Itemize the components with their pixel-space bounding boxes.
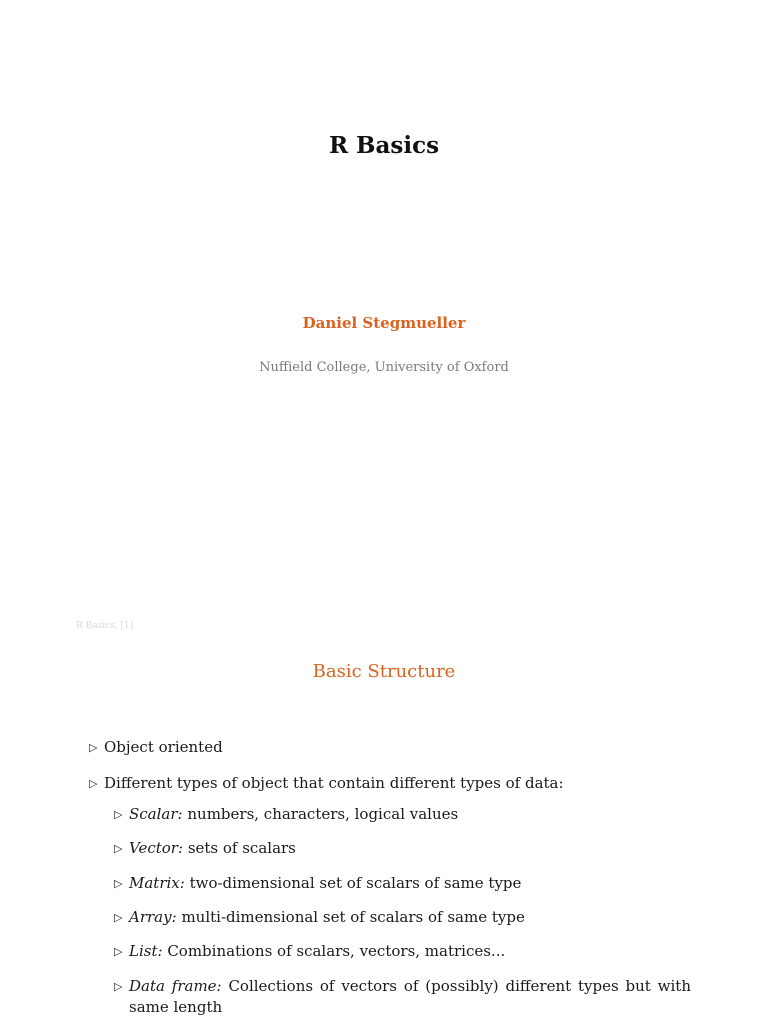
slide-footer: R Basics, [1] (76, 621, 134, 631)
slide-title: R Basics (328, 132, 440, 159)
list-item-text: Object oriented (104, 738, 223, 756)
triangle-right-outline-icon: ▷ (114, 877, 123, 890)
sub-list-item-text (129, 941, 691, 962)
item-description: two-dimensional set of scalars of same type (189, 874, 522, 892)
sub-list-item-text (129, 838, 691, 859)
item-term: List: (129, 942, 163, 960)
sub-list-item-text (129, 976, 691, 1018)
sub-list-item (114, 907, 691, 928)
triangle-right-outline-icon: ▷ (89, 777, 98, 790)
sub-list-item-text (129, 804, 691, 825)
list-item-text: Different types of object that contain different types of data: (104, 774, 564, 792)
item-term: Data frame: (129, 977, 222, 995)
item-term: Matrix: (129, 874, 185, 892)
item-description: Collections of vectors of (possibly) different types but with same length (129, 977, 691, 1016)
sub-list-item (114, 873, 691, 894)
item-description: Combinations of scalars, vectors, matrices... (167, 942, 506, 960)
item-description: numbers, characters, logical values (187, 805, 459, 823)
sub-list-item-text (129, 873, 691, 894)
triangle-right-outline-icon: ▷ (114, 808, 123, 821)
triangle-right-outline-icon: ▷ (114, 842, 123, 855)
author-affiliation: Nuffield College, University of Oxford (259, 360, 509, 375)
triangle-right-outline-icon: ▷ (114, 911, 123, 924)
author-name: Daniel Stegmueller (302, 314, 466, 332)
section-title: Basic Structure (312, 661, 456, 682)
sub-list-item-text (129, 907, 691, 928)
item-description: multi-dimensional set of scalars of same type (181, 908, 525, 926)
sub-list-item (114, 941, 691, 962)
item-term: Vector: (129, 839, 184, 857)
item-term: Array: (129, 908, 177, 926)
triangle-right-outline-icon: ▷ (89, 741, 98, 754)
sub-list-item (114, 804, 691, 825)
list-item (89, 773, 691, 794)
triangle-right-outline-icon: ▷ (114, 945, 123, 958)
sub-list-item (114, 838, 691, 859)
sub-list-item (114, 976, 691, 1018)
item-description: sets of scalars (187, 839, 296, 857)
item-term: Scalar: (129, 805, 183, 823)
triangle-right-outline-icon: ▷ (114, 980, 123, 993)
list-item (89, 737, 691, 758)
